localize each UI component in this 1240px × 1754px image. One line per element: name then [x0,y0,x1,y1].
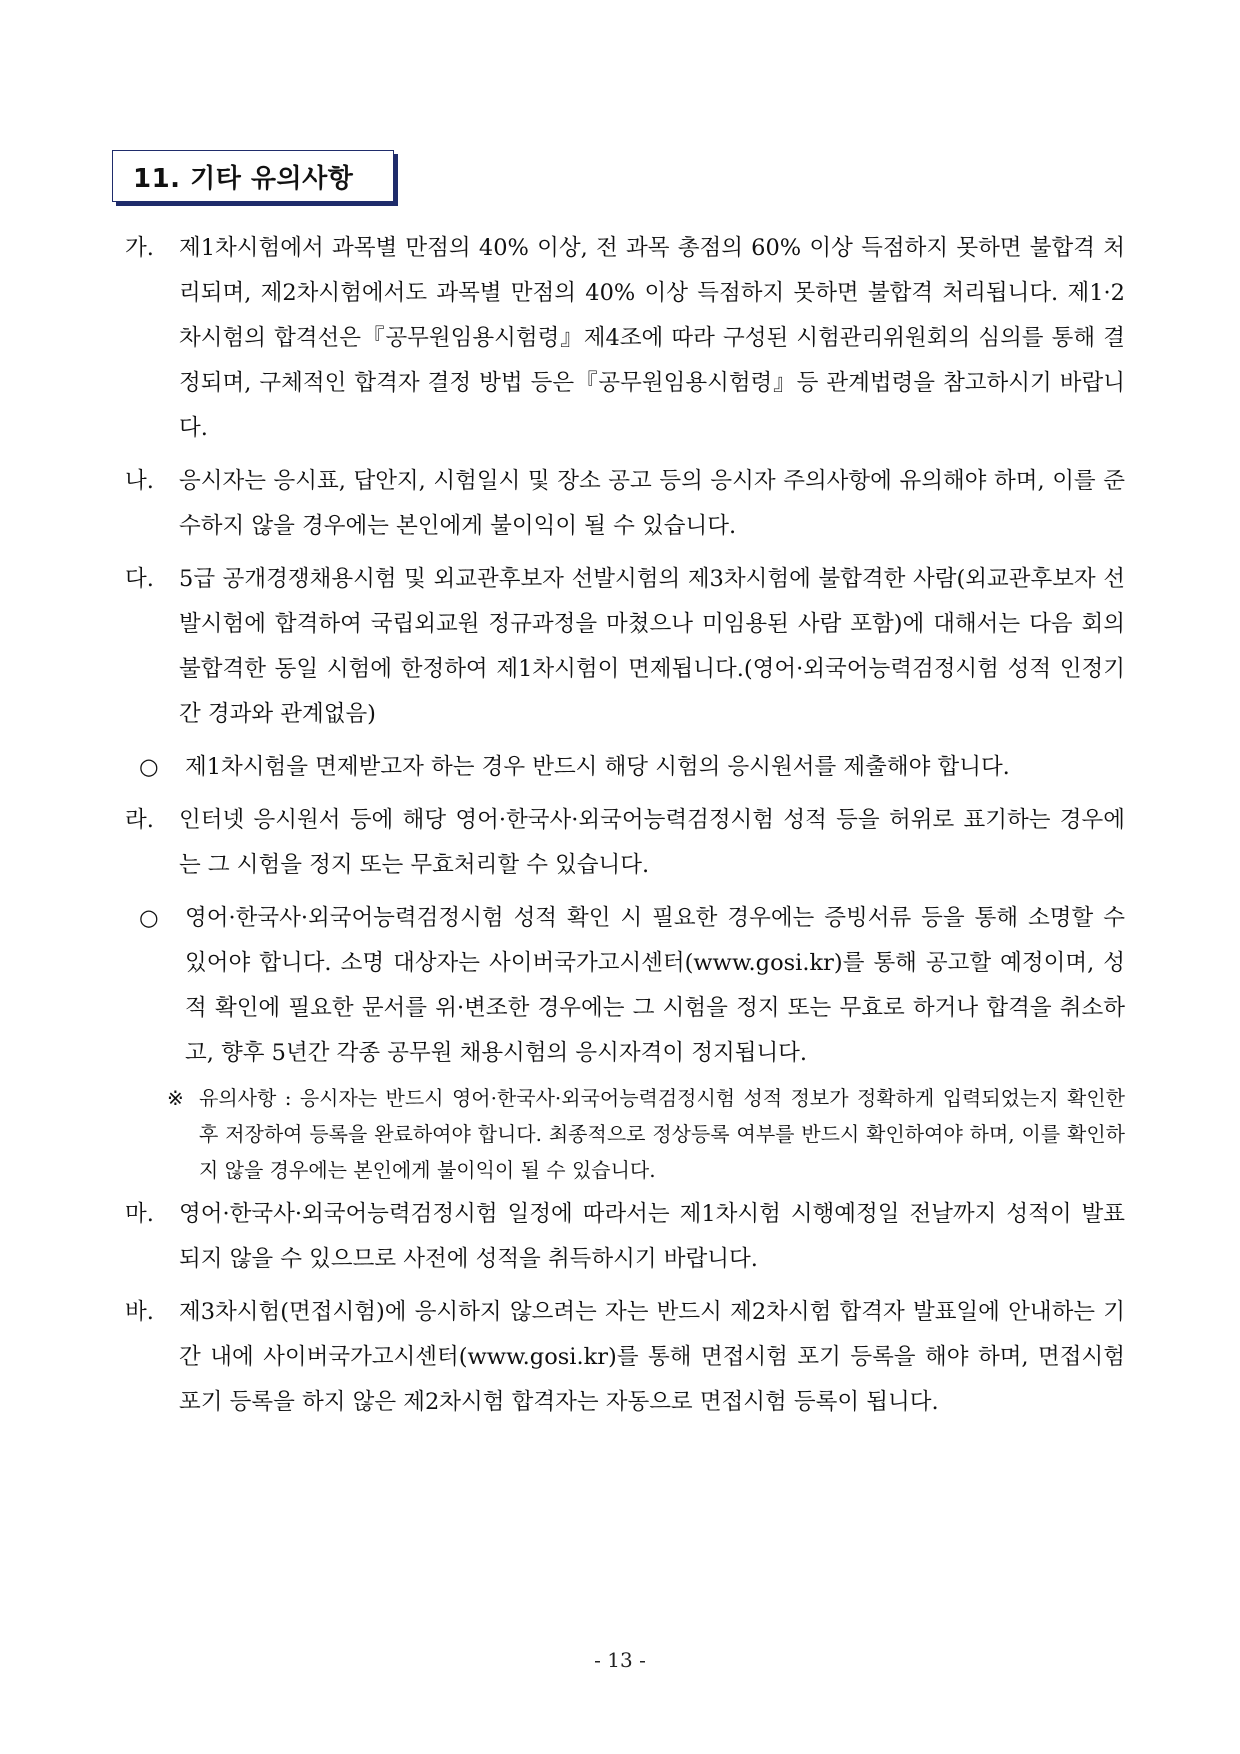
item-marker: 다. [125,566,154,592]
item-text: 영어·한국사·외국어능력검정시험 일정에 따라서는 제1차시험 시행예정일 전날까지 성적이 발표되지 않을 수 있으므로 사전에 성적을 취득하시기 바랍니다. [179,1201,1125,1272]
item-text: 응시자는 응시표, 답안지, 시험일시 및 장소 공고 등의 응시자 주의사항에 유의해야 하며, 이를 준수하지 않을 경우에는 본인에게 불이익이 될 수 있습니다. [179,468,1125,539]
notice-item-na [125,459,1125,549]
notice-item-ga [125,226,1125,451]
notice-item-da [125,557,1125,737]
caution-note [125,1080,1125,1188]
caution-note-text: 유의사항 : 응시자는 반드시 영어·한국사·외국어능력검정시험 성적 정보가 정확하게 입력되었는지 확인한 후 저장하여 등록을 완료하여야 합니다. 최종적으로 정상등록 여부를 반드시 확인하여야 하며, 이를 확인하지 않을 경우에는 본인에게 불이익이 될 수 있습니다. [199,1086,1125,1182]
sub-item-verification [125,896,1125,1076]
item-marker: 마. [125,1201,154,1227]
section-title [112,150,394,202]
sub-item-text: 영어·한국사·외국어능력검정시험 성적 확인 시 필요한 경우에는 증빙서류 등을 통해 소명할 수 있어야 합니다. 소명 대상자는 사이버국가고시센터(www.gosi.kr)를 통해 공고할 예정이며, 성적 확인에 필요한 문서를 위·변조한 경우에는 그 시험을 정지 또는 무효로 하거나 합격을 취소하고, 향후 5년간 각종 공무원 채용시험의 응시자격이 정지됩니다. [185,905,1125,1066]
circle-bullet-icon: ○ [139,905,159,931]
item-marker: 나. [125,468,154,494]
item-text: 5급 공개경쟁채용시험 및 외교관후보자 선발시험의 제3차시험에 불합격한 사람(외교관후보자 선발시험에 합격하여 국립외교원 정규과정을 마쳤으나 미임용된 사람 포함)에 대해서는 다음 회의 불합격한 동일 시험에 한정하여 제1차시험이 면제됩니다.(영어·외국어능력검정시험 성적 인정기간 경과와 관계없음) [179,566,1125,727]
notice-content [125,226,1125,1425]
item-text: 제3차시험(면접시험)에 응시하지 않으려는 자는 반드시 제2차시험 합격자 발표일에 안내하는 기간 내에 사이버국가고시센터(www.gosi.kr)를 통해 면접시험 포기 등록을 해야 하며, 면접시험 포기 등록을 하지 않은 제2차시험 합격자는 자동으로 면접시험 등록이 됩니다. [179,1299,1125,1415]
item-marker: 바. [125,1299,154,1325]
sub-item-text: 제1차시험을 면제받고자 하는 경우 반드시 해당 시험의 응시원서를 제출해야 합니다. [185,754,1010,780]
notice-item-ba [125,1290,1125,1425]
section-title-text: 11. 기타 유의사항 [133,163,354,194]
item-text: 제1차시험에서 과목별 만점의 40% 이상, 전 과목 총점의 60% 이상 득점하지 못하면 불합격 처리되며, 제2차시험에서도 과목별 만점의 40% 이상 득점하지 못하면 불합격 처리됩니다. 제1·2차시험의 합격선은『공무원임용시험령』제4조에 따라 구성된 시험관리위원회의 심의를 통해 결정되며, 구체적인 합격자 결정 방법 등은『공무원임용시험령』등 관계법령을 참고하시기 바랍니다. [179,235,1125,441]
notice-item-ra [125,798,1125,888]
notice-item-ma [125,1192,1125,1282]
sub-item-exemption [125,745,1125,790]
circle-bullet-icon: ○ [139,754,159,780]
item-marker: 라. [125,807,154,833]
page-number: - 13 - [594,1648,646,1672]
item-marker: 가. [125,235,154,261]
item-text: 인터넷 응시원서 등에 해당 영어·한국사·외국어능력검정시험 성적 등을 허위로 표기하는 경우에는 그 시험을 정지 또는 무효처리할 수 있습니다. [179,807,1125,878]
reference-mark-icon: ※ [167,1086,184,1110]
